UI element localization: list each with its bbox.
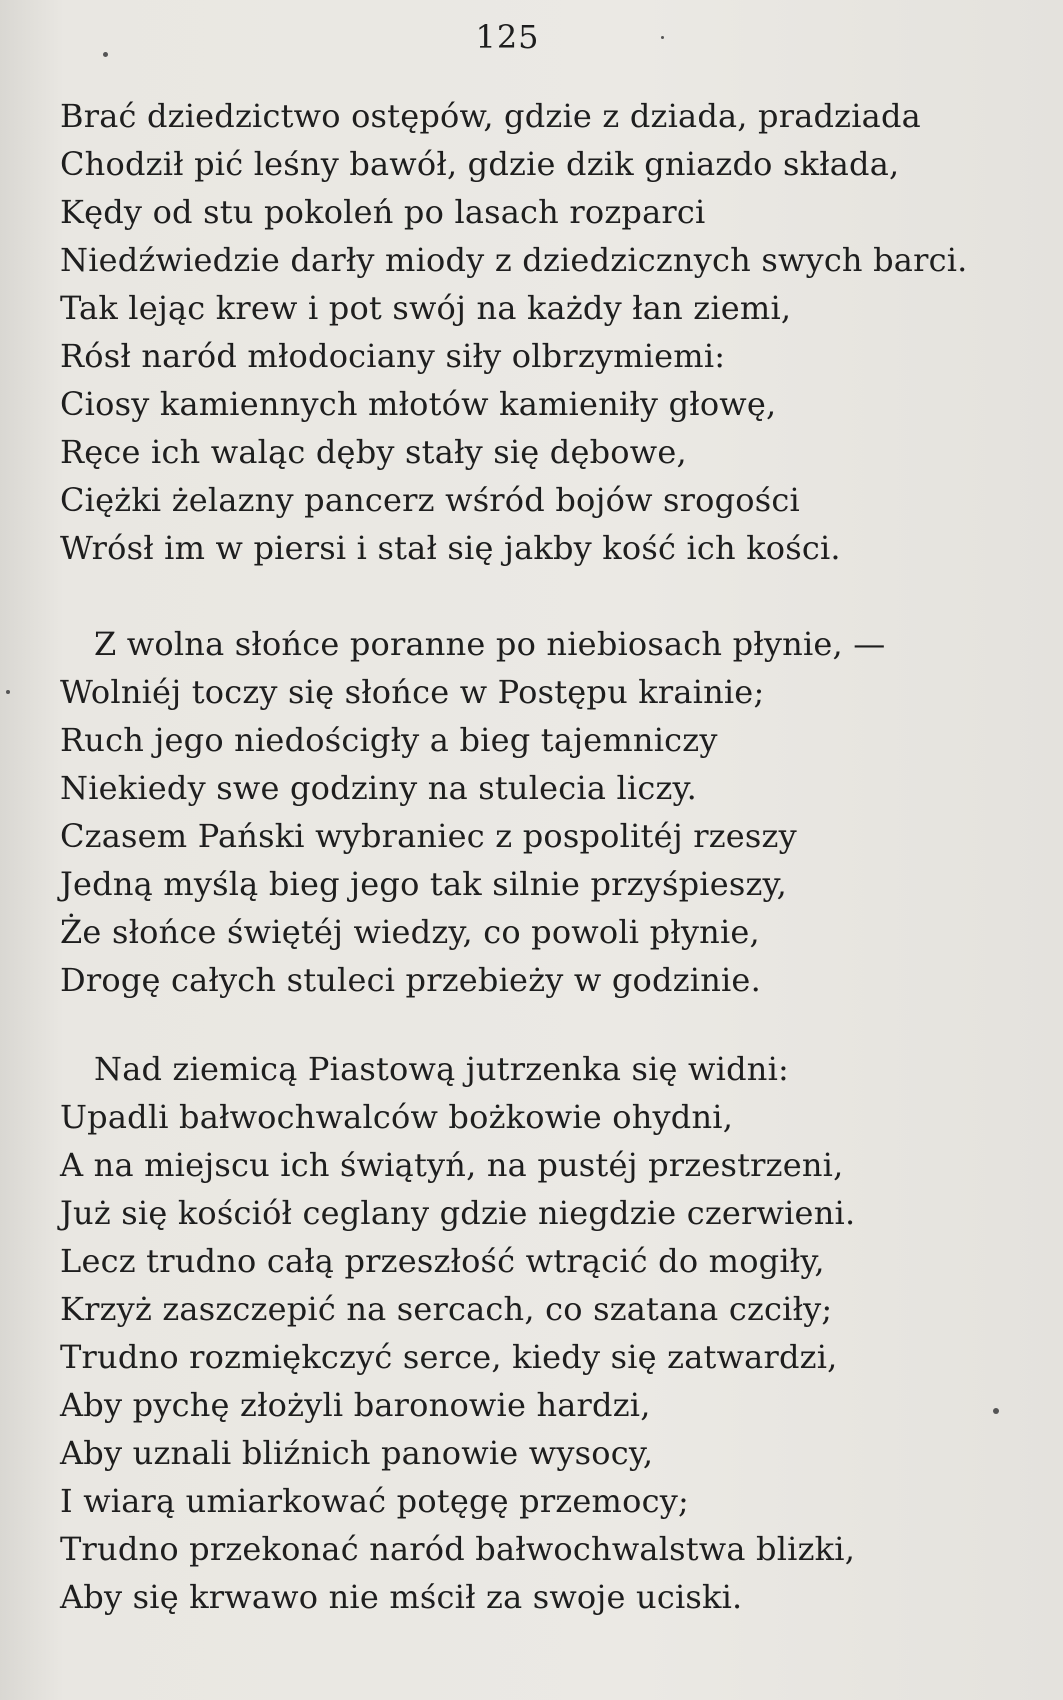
paper-speck bbox=[6, 690, 10, 694]
verse-line: Wolniéj toczy się słońce w Postępu krainie; bbox=[60, 673, 765, 711]
page-number: 125 bbox=[475, 18, 540, 56]
paper-speck bbox=[103, 52, 108, 57]
verse-line: Niekiedy swe godziny na stulecia liczy. bbox=[60, 769, 697, 807]
verse-line: I wiarą umiarkować potęgę przemocy; bbox=[60, 1482, 689, 1520]
verse-line: Ruch jego niedościgły a bieg tajemniczy bbox=[60, 721, 718, 759]
verse-line: Ciężki żelazny pancerz wśród bojów srogości bbox=[60, 481, 800, 519]
verse-line: Aby się krwawo nie mścił za swoje uciski. bbox=[60, 1578, 743, 1616]
verse-line: Rósł naród młodociany siły olbrzymiemi: bbox=[60, 337, 726, 375]
verse-line: Kędy od stu pokoleń po lasach rozparci bbox=[60, 193, 706, 231]
verse-line: Ręce ich waląc dęby stały się dębowe, bbox=[60, 433, 687, 471]
stanza-2 bbox=[60, 620, 960, 1004]
verse-line: Aby pychę złożyli baronowie hardzi, bbox=[60, 1386, 651, 1424]
stanza-1 bbox=[60, 92, 968, 572]
verse-line: Wrósł im w piersi i stał się jakby kość ich kości. bbox=[60, 529, 841, 567]
verse-line: Lecz trudno całą przeszłość wtrącić do mogiły, bbox=[60, 1242, 825, 1280]
verse-line: Brać dziedzictwo ostępów, gdzie z dziada, pradziada bbox=[60, 97, 921, 135]
verse-line: Drogę całych stuleci przebieży w godzinie. bbox=[60, 961, 761, 999]
verse-line: Krzyż zaszczepić na sercach, co szatana czciły; bbox=[60, 1290, 833, 1328]
verse-line: Upadli bałwochwalców bożkowie ohydni, bbox=[60, 1098, 734, 1136]
verse-line: Tak lejąc krew i pot swój na każdy łan ziemi, bbox=[60, 289, 792, 327]
verse-line: Aby uznali bliźnich panowie wysocy, bbox=[60, 1434, 654, 1472]
verse-line: Jedną myślą bieg jego tak silnie przyśpieszy, bbox=[60, 865, 787, 903]
verse-line: Niedźwiedzie darły miody z dziedzicznych swych barci. bbox=[60, 241, 968, 279]
verse-line: Nad ziemicą Piastową jutrzenka się widni: bbox=[94, 1050, 789, 1088]
verse-line: Z wolna słońce poranne po niebiosach płynie, — bbox=[94, 625, 886, 663]
verse-line: Czasem Pański wybraniec z pospolitéj rzeszy bbox=[60, 817, 797, 855]
verse-line: Trudno rozmiękczyć serce, kiedy się zatwardzi, bbox=[60, 1338, 838, 1376]
stanza-3 bbox=[60, 1045, 960, 1621]
paper-speck bbox=[993, 1408, 999, 1414]
paper-speck bbox=[661, 36, 664, 39]
verse-line: Że słońce świętéj wiedzy, co powoli płynie, bbox=[60, 913, 760, 951]
verse-line: Trudno przekonać naród bałwochwalstwa blizki, bbox=[60, 1530, 856, 1568]
verse-line: Chodził pić leśny bawół, gdzie dzik gniazdo składa, bbox=[60, 145, 900, 183]
verse-line: A na miejscu ich świątyń, na pustéj przestrzeni, bbox=[60, 1146, 844, 1184]
verse-line: Już się kościół ceglany gdzie niegdzie czerwieni. bbox=[60, 1194, 856, 1232]
verse-line: Ciosy kamiennych młotów kamieniły głowę, bbox=[60, 385, 777, 423]
